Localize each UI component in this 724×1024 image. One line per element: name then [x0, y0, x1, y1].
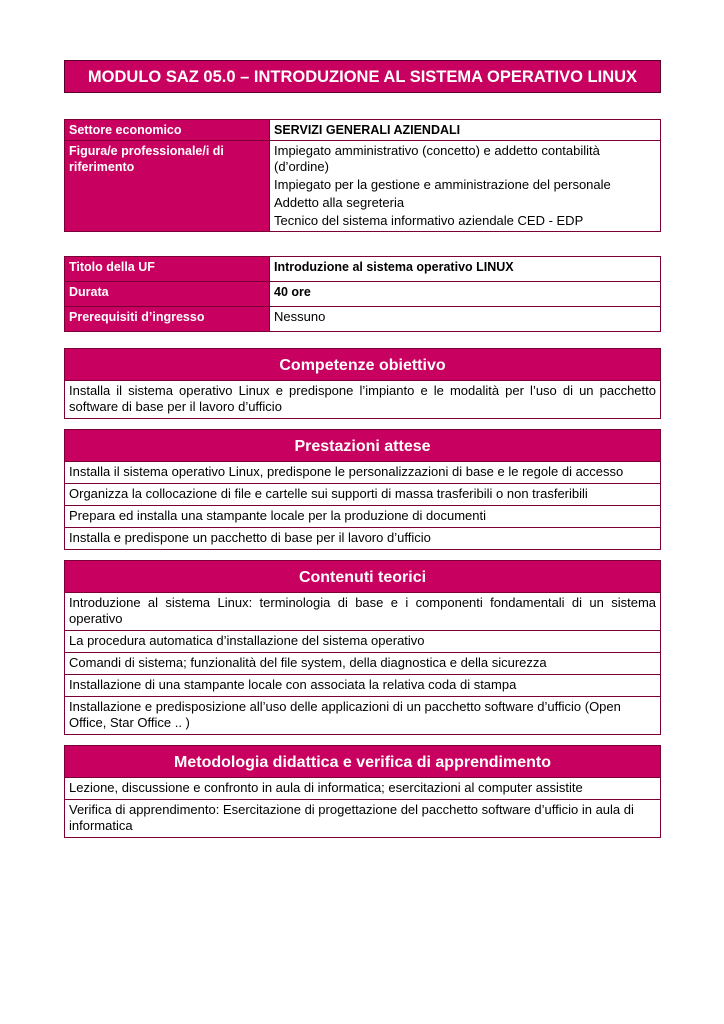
table-row: [65, 282, 661, 307]
uf-title-label: Titolo della UF: [65, 257, 270, 282]
uf-title-value: Introduzione al sistema operativo LINUX: [270, 257, 661, 282]
duration-label: Durata: [65, 282, 270, 307]
table-row: [65, 307, 661, 332]
section-contenuti: [64, 560, 661, 735]
section-heading: Metodologia didattica e verifica di apprendimento: [64, 745, 661, 778]
profession-value: Addetto alla segreteria: [274, 195, 405, 210]
list-item: Installa il sistema operativo Linux, predispone le personalizzazioni di base e le regole di accesso: [64, 462, 661, 484]
list-item: Prepara ed installa una stampante locale per la produzione di documenti: [64, 506, 661, 528]
list-item: Installa e predispone un pacchetto di base per il lavoro d’ufficio: [64, 528, 661, 550]
prerequisites-label: Prerequisiti d’ingresso: [65, 307, 270, 332]
list-item: La procedura automatica d’installazione del sistema operativo: [64, 631, 661, 653]
document-page: [64, 60, 661, 838]
section-heading: Contenuti teorici: [64, 560, 661, 593]
profession-values: [270, 141, 661, 232]
section-metodologia: [64, 745, 661, 838]
profession-value: Impiegato amministrativo (concetto) e addetto contabilità (d’ordine): [274, 143, 600, 174]
list-item: Lezione, discussione e confronto in aula di informatica; esercitazioni al computer assistite: [64, 778, 661, 800]
uf-table: [64, 256, 661, 332]
profession-label: Figura/e professionale/i di riferimento: [65, 141, 270, 232]
section-competenze: [64, 348, 661, 419]
duration-value: 40 ore: [270, 282, 661, 307]
list-item: Verifica di apprendimento: Esercitazione di progettazione del pacchetto software d’ufficio in aula di informatica: [64, 800, 661, 838]
list-item: Installazione di una stampante locale con associata la relativa coda di stampa: [64, 675, 661, 697]
info-table: [64, 119, 661, 232]
profession-value: Impiegato per la gestione e amministrazione del personale: [274, 177, 611, 192]
module-title: MODULO SAZ 05.0 – INTRODUZIONE AL SISTEMA OPERATIVO LINUX: [64, 60, 661, 93]
section-heading: Competenze obiettivo: [64, 348, 661, 381]
table-row: [65, 141, 661, 232]
list-item: Comandi di sistema; funzionalità del file system, della diagnostica e della sicurezza: [64, 653, 661, 675]
table-row: [65, 257, 661, 282]
profession-value: Tecnico del sistema informativo aziendale CED - EDP: [274, 213, 584, 228]
section-prestazioni: [64, 429, 661, 550]
list-item: Organizza la collocazione di file e cartelle sui supporti di massa trasferibili o non trasferibili: [64, 484, 661, 506]
sector-value: SERVIZI GENERALI AZIENDALI: [270, 120, 661, 141]
prerequisites-value: Nessuno: [270, 307, 661, 332]
list-item: Installazione e predisposizione all’uso delle applicazioni di un pacchetto software d’ufficio (Open Office, Star Office .. ): [64, 697, 661, 735]
list-item: Installa il sistema operativo Linux e predispone l’impianto e le modalità per l’uso di un pacchetto software di base per il lavoro d’ufficio: [64, 381, 661, 419]
sector-label: Settore economico: [65, 120, 270, 141]
list-item: Introduzione al sistema Linux: terminologia di base e i componenti fondamentali di un sistema operativo: [64, 593, 661, 631]
section-heading: Prestazioni attese: [64, 429, 661, 462]
table-row: [65, 120, 661, 141]
